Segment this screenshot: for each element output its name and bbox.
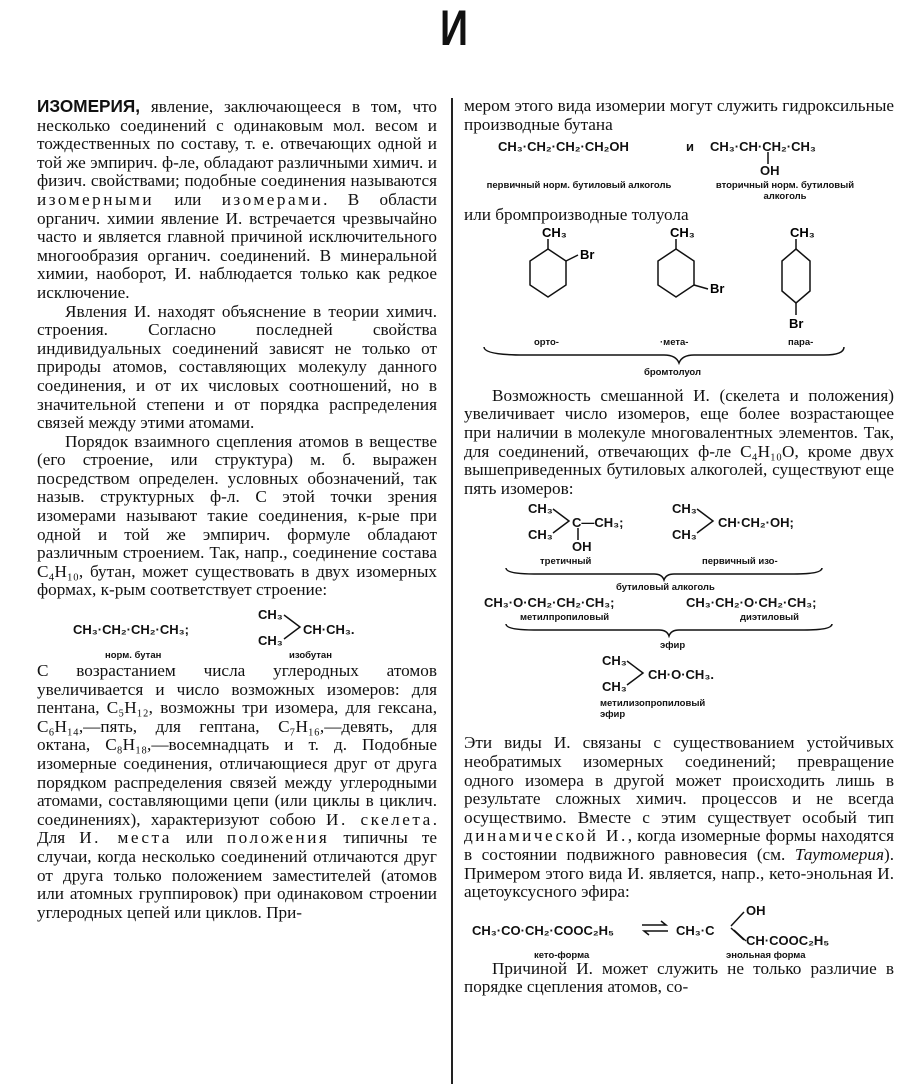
spaced-term: изомерами (221, 189, 324, 209)
caption-primary-iso: первичный изо- (702, 556, 778, 568)
caption-bromotoluene: бромтолуол (644, 366, 702, 378)
paragraph-structure: Порядок взаимного сцепления атомов в веществе (его строение, или структура) м. б. выражен посредством определен. условных обозначений, так назыв. структурных ф-л. С этой точки зрения изомерами называют такие соединения, к-рые при одной и той же эмпирич. формуле обладают различным строением. Так, напр., соединение состава C₄H₁₀, бутан, может существовать в двух изомерных формах, к-рым соответствует строение: (37, 431, 437, 600)
paragraph-skeleton-isomerism: С возрастанием числа углеродных атомов увеличивается и число возможных изомеров: для пентана, C₅H₁₂, возможны три изомера, для гексана, C₆H₁₄,—пять, для гептана, C₇H₁₆,—девять, для октана, C₈H₁₈,—восемнадцать и т. д. Подобные изомерные соединения, отличающиеся друг от друга порядком распределения связей между углеродными атомами, составляющими цепи (или циклы в циклич. соединениях), характеризуют собою И. скелета. Для И. места или положения типичны те случаи, когда несколько соединений отличаются друг от друга только положением заместителей (атомов или атомных группировок) при одинаковом строении углеродных цепей или циклов. При- (37, 661, 437, 922)
caption-ortho: орто- (534, 336, 559, 348)
brace-alcohols (504, 566, 824, 582)
keto-enol-equation: CH₃·CO·CH₂·COOC₂H₅ CH₃·C OH CH·COOC₂H₅ кето-форма энольная форма (472, 902, 830, 961)
svg-text:Br: Br (710, 280, 725, 296)
caption-secondary-butanol: вторичный норм. бутиловый алкоголь (715, 180, 855, 203)
tert-butanol-formula: C—CH₃; (572, 515, 624, 531)
caption-ether: эфир (660, 640, 686, 652)
bromotoluene-structures (464, 225, 894, 387)
caption-para: пара- (788, 336, 814, 348)
paragraph-definition: ИЗОМЕРИЯ, явление, заключающееся в том, что несколько соединений с одинаковым мол. весом и тождественных по составу, т. е. отвечающих одной и той же эмпирич. ф-ле, обладают различными химич. и физич. свойствами; подобные соединения называются изомерными или изомерами. В области органич. химии явление И. встречается чрезвычайно часто и является главной причиной исключительного многообразия органич. соединений. В минеральной химии, наоборот, И. наблюдается только как редкое исключение. (37, 96, 437, 302)
caption-butane: норм. бутан (105, 650, 162, 662)
isobutane-ch3-top: CH₃ (258, 607, 283, 623)
column-divider (451, 98, 453, 1084)
isobutane-formula: CH·CH₃. (303, 622, 355, 638)
headword: ИЗОМЕРИЯ, (37, 96, 140, 116)
caption-meta: ·мета- (660, 336, 689, 348)
svg-text:CH₃: CH₃ (542, 224, 567, 240)
spaced-term: изомерными (37, 189, 155, 209)
caption-isobutane: изобутан (289, 650, 332, 662)
isobutanol-formula: CH·CH₂·OH; (718, 515, 794, 531)
meta-ring (658, 225, 724, 297)
paragraph-theory: Явления И. находят объяснение в теории химич. строения. Согласно последней свойства индивидуальных соединений зависят не только от природы атомов, составляющих молекулу данного соединения, и от их числовых соотношений, но в значительной степени и от порядка распределения связей между этими атомами. (37, 301, 437, 433)
caption-butyl-alcohol: бутиловый алкоголь (616, 582, 715, 594)
benzene-rings (464, 225, 894, 387)
caption-methylisopropyl: метилизопропиловый эфир (600, 698, 706, 721)
caption-diethyl: диэтиловый (740, 612, 799, 624)
butanol-formulas (464, 134, 894, 206)
ortho-ring (530, 225, 594, 297)
caption-enol: энольная форма (726, 949, 806, 961)
para-ring (782, 225, 815, 331)
svg-text:Br: Br (580, 246, 595, 262)
paragraph-mixed-isomerism: Возможность смешанной И. (скелета и положения) увеличивает число изомеров, еще более возрастающее при наличии в молекуле многовалентных элементов. Так, для соединений, отвечающих ф-ле C₄H₁₀O, кроме двух вышеприведенных бутиловых алкоголей, существуют еще пять изомеров: (464, 385, 894, 498)
butanol-secondary-formula: CH₃·CH·CH₂·CH₃ (710, 139, 816, 155)
caption-methylpropyl: метилпропиловый (520, 612, 610, 624)
caption-keto: кето-форма (534, 949, 590, 961)
paragraph-dynamic-isomerism: Эти виды И. связаны с существованием устойчивых необратимых изомерных соединений; превращение одного изомера в другой может происходить лишь в результате сложных химич. процессов и не всегда осуществимо. Вместе с этим существует особый тип динамической И., когда изомерные формы находятся в состоянии подвижного равновесия (см. Таутомерия). Примером этого вида И. является, напр., кето-энольная И. ацетоуксусного эфира: (464, 733, 894, 902)
left-column (37, 97, 437, 922)
section-letter: И (439, 0, 469, 56)
isobutane-ch3-bottom: CH₃ (258, 633, 283, 649)
methylisopropyl-ether-formula: CH·O·CH₃. (648, 667, 714, 683)
right-column (464, 97, 894, 997)
branch-lines (626, 658, 646, 688)
equilibrium-arrows (640, 920, 670, 936)
caption-primary-butanol: первичный норм. бутиловый алкоголь (486, 180, 672, 192)
methylpropyl-ether-formula: CH₃·O·CH₂·CH₂·CH₃; (484, 595, 615, 611)
brace-ethers (504, 622, 834, 638)
enol-formula-a: CH₃·C (676, 922, 715, 938)
butane-formula: CH₃·CH₂·CH₂·CH₃; (73, 622, 189, 638)
keto-formula: CH₃·CO·CH₂·COOC₂H₅ (472, 922, 614, 938)
and-word: и (686, 139, 694, 155)
enol-formula-b: CH·COOC₂H₅ (746, 932, 830, 948)
butanol-primary-formula: CH₃·CH₂·CH₂·CH₂OH (498, 139, 629, 155)
diethyl-ether-formula: CH₃·CH₂·O·CH₂·CH₃; (686, 595, 817, 611)
branch-lines (696, 506, 716, 536)
branch-lines (552, 506, 572, 536)
svg-text:Br: Br (789, 315, 804, 331)
svg-text:CH₃: CH₃ (670, 224, 695, 240)
butane-formulas (37, 600, 437, 662)
paragraph-causes: Причиной И. может служить не только различие в порядке сцепления атомов, со- (464, 958, 894, 997)
paragraph-butanols-intro: мером этого вида изомерии могут служить гидроксильные производные бутана (464, 96, 894, 134)
oh-group: OH (760, 163, 780, 179)
svg-text:CH₃: CH₃ (790, 224, 815, 240)
brace (484, 347, 844, 363)
c4h10o-isomers: CH₃ CH₃ C—CH₃; OH CH₃ CH₃ CH·CH₂·OH; третичный первичный изо- бутиловый алкоголь CH₃·O·CH₂·CH₂·CH₃; CH₃·CH₂·O·CH₂·CH₃; метилпропиловый диэтиловый эфир CH₃ CH₃ CH·O·CH₃. метилизопропиловый эфир (464, 498, 894, 734)
branch-lines (283, 612, 303, 642)
caption-tertiary: третичный (540, 556, 592, 568)
cross-reference[interactable]: Таутомерия (794, 844, 884, 864)
paragraph-bromotoluenes-intro: или бромпроизводные толуола (464, 205, 689, 225)
